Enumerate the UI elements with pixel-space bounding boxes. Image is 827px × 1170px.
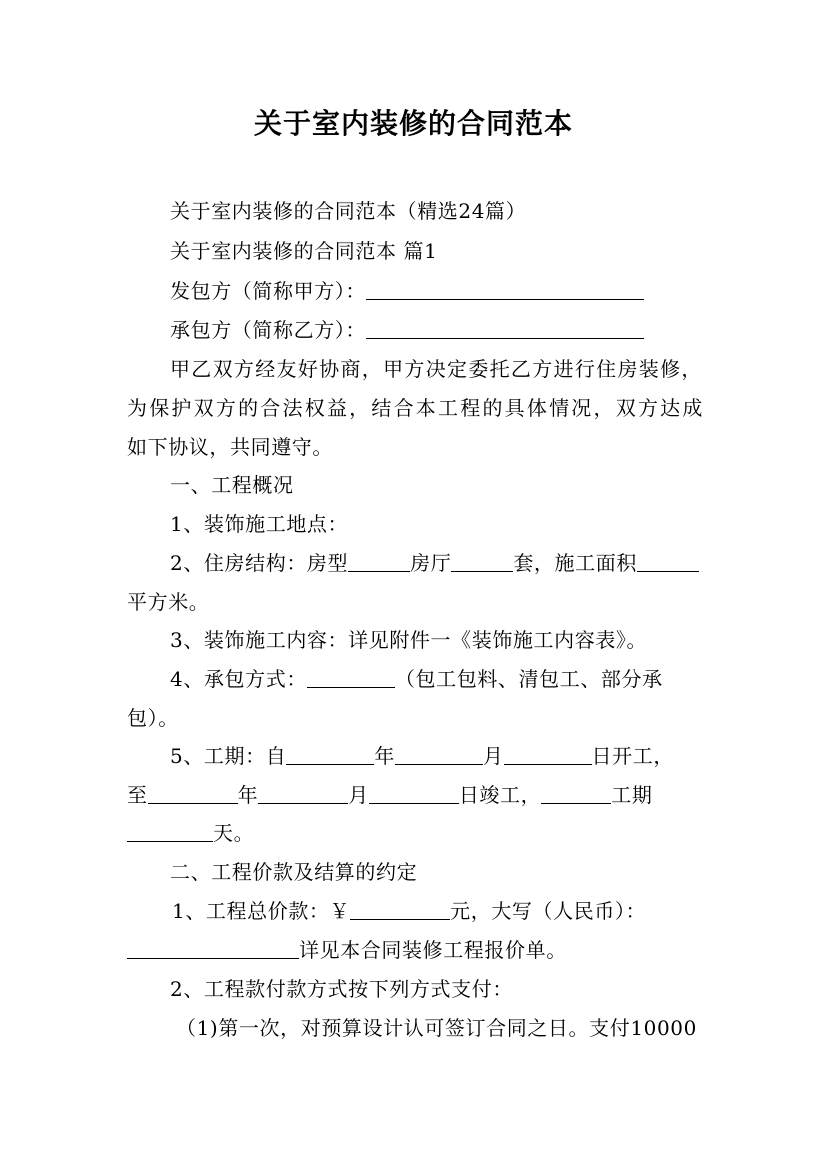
clause-text: 月 xyxy=(348,783,369,807)
clause-text: 1、工程总价款：￥ xyxy=(172,899,351,923)
clause-text: 天。 xyxy=(213,821,255,845)
clause-line xyxy=(170,548,699,578)
clause-text: 5、工期：自 xyxy=(170,744,287,768)
fill-blank xyxy=(541,781,611,804)
party-a-line xyxy=(170,276,644,306)
section-heading: 一、工程概况 xyxy=(170,473,294,497)
clause-line: 平方米。 xyxy=(127,590,210,614)
clause-line: （1)第一次，对预算设计认可签订合同之日。支付10000 xyxy=(176,1016,697,1040)
fill-blank xyxy=(504,742,592,765)
paragraph-line: 如下协议，共同遵守。 xyxy=(127,435,333,459)
clause-line: 3、装饰施工内容：详见附件一《装饰施工内容表》。 xyxy=(170,628,648,652)
document-title: 关于室内装修的合同范本 xyxy=(253,107,573,140)
clause-text: 房厅 xyxy=(410,551,452,575)
fill-blank xyxy=(127,936,299,959)
paragraph-line: 甲乙双方经友好协商，甲方决定委托乙方进行住房装修， xyxy=(170,357,702,381)
clause-text: （包工包料、清包工、部分承 xyxy=(394,667,663,691)
fill-blank xyxy=(369,781,459,804)
clause-line xyxy=(127,780,652,810)
section-heading: 关于室内装修的合同范本 篇1 xyxy=(170,239,438,263)
clause-line xyxy=(127,818,254,848)
clause-text: 日开工， xyxy=(591,744,674,768)
fill-blank xyxy=(286,742,374,765)
fill-blank xyxy=(307,665,395,688)
clause-line xyxy=(172,896,646,926)
fill-blank xyxy=(350,897,450,920)
clause-text: 工期 xyxy=(611,783,653,807)
clause-text: 年 xyxy=(237,783,259,807)
clause-text: 4、承包方式： xyxy=(170,667,307,691)
clause-line xyxy=(127,935,567,965)
party-b-blank xyxy=(366,316,644,339)
clause-line xyxy=(170,664,663,694)
section-heading: 二、工程价款及结算的约定 xyxy=(170,860,418,884)
clause-line: 1、装饰施工地点： xyxy=(170,512,349,536)
clause-text: 元，大写（人民币）： xyxy=(450,899,647,923)
fill-blank xyxy=(258,781,348,804)
clause-text: 2、住房结构：房型 xyxy=(170,551,349,575)
fill-blank xyxy=(148,781,238,804)
clause-line: 包）。 xyxy=(127,706,179,730)
fill-blank xyxy=(395,742,483,765)
paragraph-line: 为保护双方的合法权益，结合本工程的具体情况，双方达成 xyxy=(127,396,703,420)
fill-blank xyxy=(348,549,410,572)
clause-line: 2、工程款付款方式按下列方式支付： xyxy=(170,977,513,1001)
fill-blank xyxy=(451,549,513,572)
clause-text: 年 xyxy=(374,744,395,768)
party-b-line xyxy=(170,315,644,345)
fill-blank xyxy=(127,819,213,842)
clause-text: 日竣工， xyxy=(458,783,542,807)
party-b-label: 承包方（简称乙方）： xyxy=(170,318,366,342)
contract-subtitle: 关于室内装修的合同范本（精选24篇） xyxy=(170,199,527,223)
clause-line xyxy=(170,741,674,771)
party-a-blank xyxy=(366,277,644,300)
party-a-label: 发包方（简称甲方）： xyxy=(170,279,366,303)
clause-text: 详见本合同装修工程报价单。 xyxy=(299,938,567,962)
clause-text: 至 xyxy=(127,783,148,807)
clause-text: 月 xyxy=(482,744,504,768)
clause-text: 套，施工面积 xyxy=(513,551,637,575)
fill-blank xyxy=(637,549,699,572)
